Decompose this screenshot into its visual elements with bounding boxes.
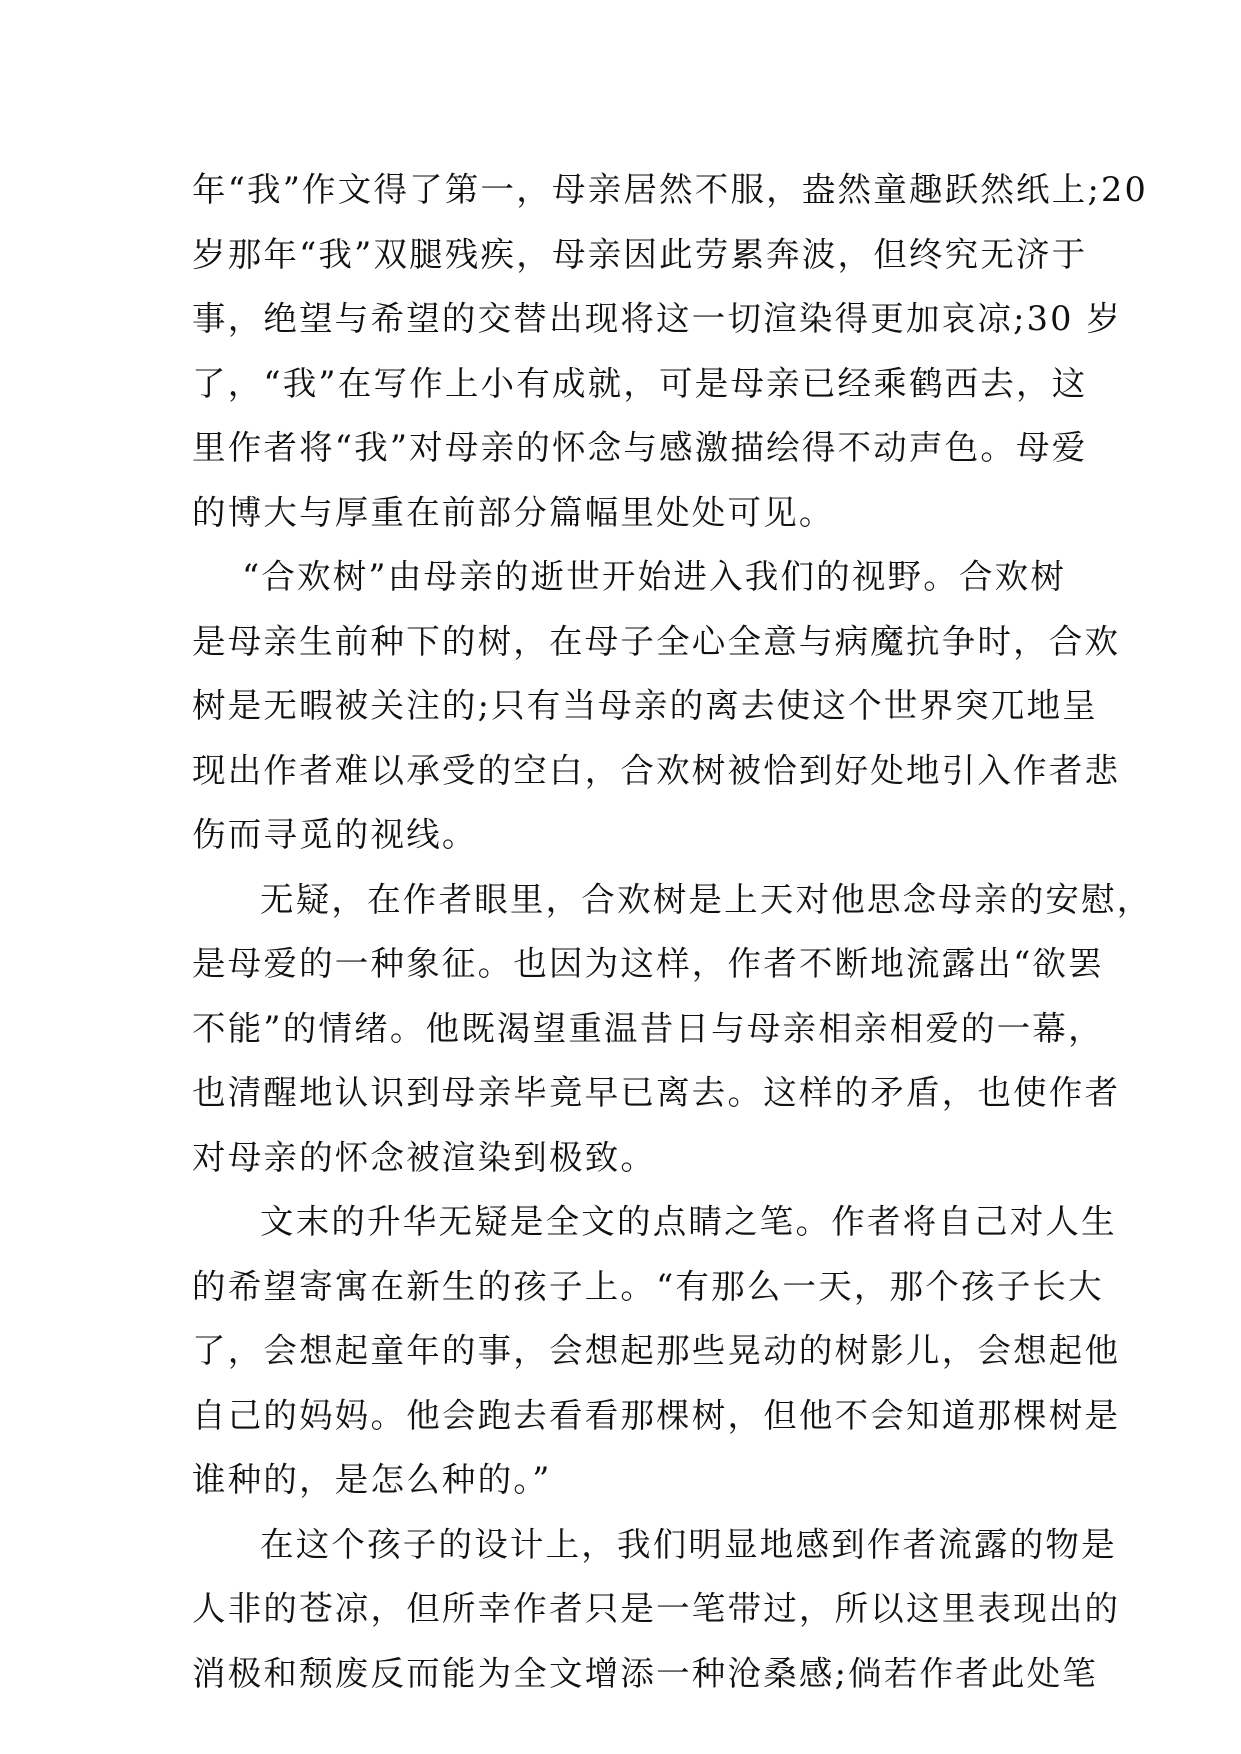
text-line: 的博大与厚重在前部分篇幅里处处可见。 — [192, 492, 835, 532]
text-line: 文末的升华无疑是全文的点睛之笔。作者将自己对人生 — [260, 1202, 1117, 1241]
text-line: 了，会想起童年的事，会想起那些晃动的树影儿，会想起他 — [192, 1331, 1121, 1370]
text-line: 年“我”作文得了第一，母亲居然不服，盎然童趣跃然纸上;20 — [192, 170, 1148, 209]
text-line: 不能”的情绪。他既渴望重温昔日与母亲相亲相爱的一幕， — [192, 1008, 1104, 1048]
text-line: 谁种的，是怎么种的。” — [192, 1460, 552, 1499]
text-line: 也清醒地认识到母亲毕竟早已离去。这样的矛盾，也使作者 — [192, 1073, 1121, 1112]
text-line: 树是无暇被关注的;只有当母亲的离去使这个世界突兀地呈 — [192, 686, 1098, 725]
text-line: 消极和颓废反而能为全文增添一种沧桑感;倘若作者此处笔 — [192, 1653, 1098, 1693]
text-line: 对母亲的怀念被渲染到极致。 — [192, 1137, 657, 1177]
text-line: 的希望寄寓在新生的孩子上。“有那么一天，那个孩子长大 — [192, 1266, 1104, 1306]
text-line: 岁那年“我”双腿残疾，母亲因此劳累奔波，但终究无济于 — [192, 234, 1088, 274]
text-line: 现出作者难以承受的空白，合欢树被恰到好处地引入作者悲 — [192, 750, 1121, 790]
text-line: 在这个孩子的设计上，我们明显地感到作者流露的物是 — [260, 1524, 1117, 1564]
text-line: 是母爱的一种象征。也因为这样，作者不断地流露出“欲罢 — [192, 944, 1104, 983]
text-line: 事，绝望与希望的交替出现将这一切渲染得更加哀凉;30 岁 — [192, 299, 1123, 338]
text-line: 无疑，在作者眼里，合欢树是上天对他思念母亲的安慰， — [260, 879, 1153, 919]
document-body — [192, 158, 1153, 1706]
text-line: 里作者将“我”对母亲的怀念与感激描绘得不动声色。母爱 — [192, 428, 1088, 467]
text-line: “合欢树”由母亲的逝世开始进入我们的视野。合欢树 — [242, 557, 1067, 596]
text-line: 是母亲生前种下的树，在母子全心全意与病魔抗争时，合欢 — [192, 621, 1121, 661]
text-line: 自己的妈妈。他会跑去看看那棵树，但他不会知道那棵树是 — [192, 1395, 1121, 1435]
text-line: 伤而寻觅的视线。 — [192, 815, 478, 854]
text-line: 了，“我”在写作上小有成就，可是母亲已经乘鹤西去，这 — [192, 363, 1088, 403]
text-line: 人非的苍凉，但所幸作者只是一笔带过，所以这里表现出的 — [192, 1589, 1121, 1628]
